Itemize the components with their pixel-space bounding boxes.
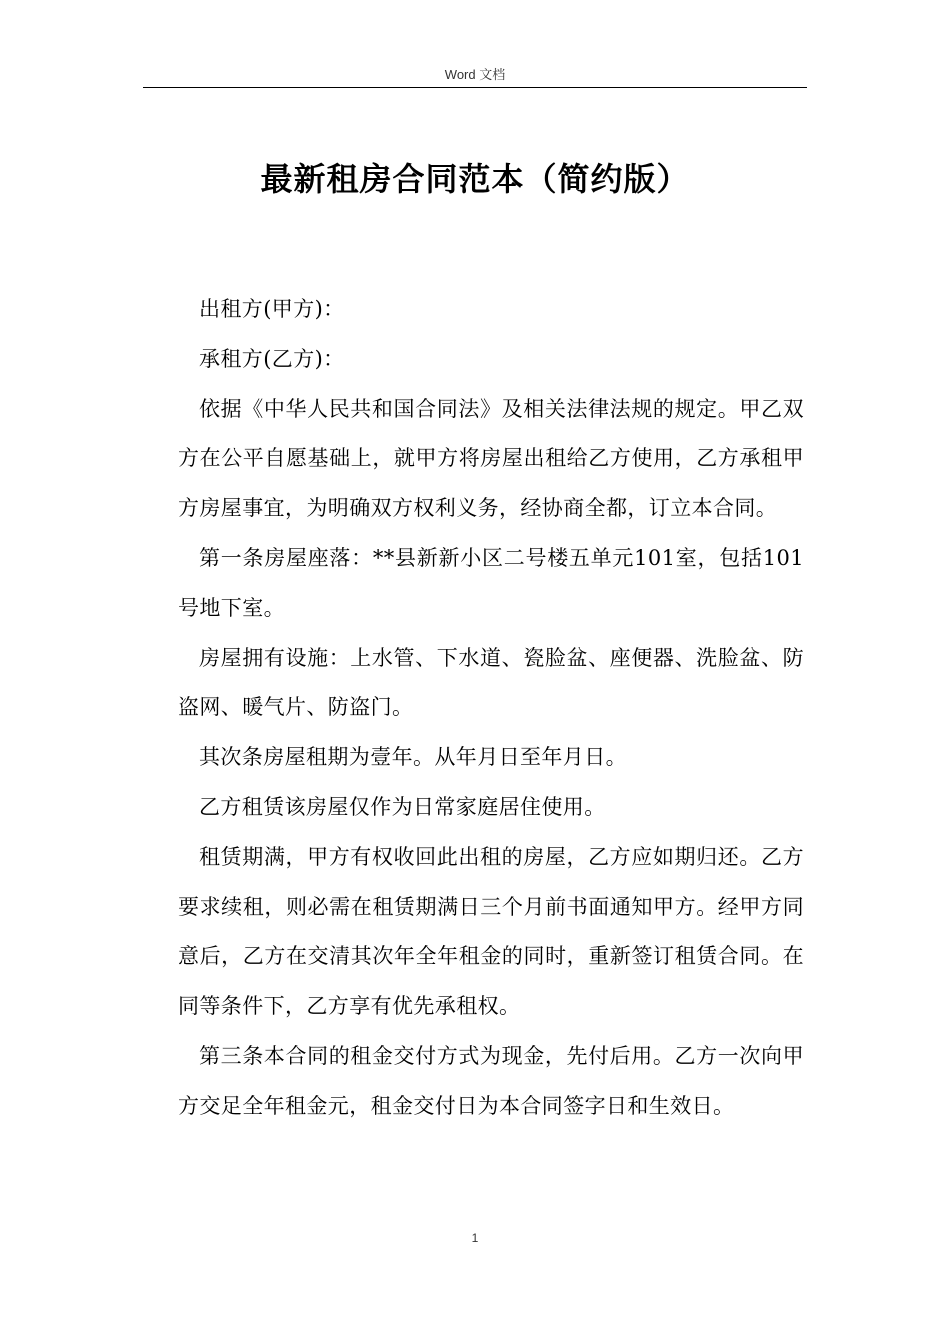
paragraph-renewal: 租赁期满，甲方有权收回此出租的房屋，乙方应如期归还。乙方要求续租，则必需在租赁期满日三个月前书面通知甲方。经甲方同意后，乙方在交清其次年全年租金的同时，重新签订租赁合同。在同等条件下，乙方享有优先承租权。 — [178, 844, 804, 1019]
page-header: Word 文档 — [444, 67, 506, 82]
paragraph-article-1-location: 第一条房屋座落：**县新新小区二号楼五单元101室，包括101号地下室。 — [178, 545, 804, 620]
paragraph-lessor: 出租方(甲方)： — [199, 297, 345, 321]
paragraph-preamble: 依据《中华人民共和国合同法》及相关法律法规的规定。甲乙双方在公平自愿基础上，就甲方将房屋出租给乙方使用，乙方承租甲方房屋事宜，为明确双方权利义务，经协商全都，订立本合同。 — [178, 396, 804, 521]
page-number: 1 — [471, 1231, 479, 1245]
header-divider — [143, 87, 807, 88]
document-body — [178, 285, 804, 1132]
paragraph-facilities: 房屋拥有设施：上水管、下水道、瓷脸盆、座便器、洗脸盆、防盗网、暖气片、防盗门。 — [178, 645, 804, 720]
paragraph-article-2-term: 其次条房屋租期为壹年。从年月日至年月日。 — [199, 745, 627, 770]
document-title: 最新租房合同范本（简约版） — [260, 160, 690, 198]
paragraph-article-3-rent: 第三条本合同的租金交付方式为现金，先付后用。乙方一次向甲方交足全年租金元，租金交付日为本合同签字日和生效日。 — [178, 1043, 804, 1118]
paragraph-usage: 乙方租赁该房屋仅作为日常家庭居住使用。 — [199, 794, 606, 819]
paragraph-lessee: 承租方(乙方)： — [199, 346, 345, 371]
